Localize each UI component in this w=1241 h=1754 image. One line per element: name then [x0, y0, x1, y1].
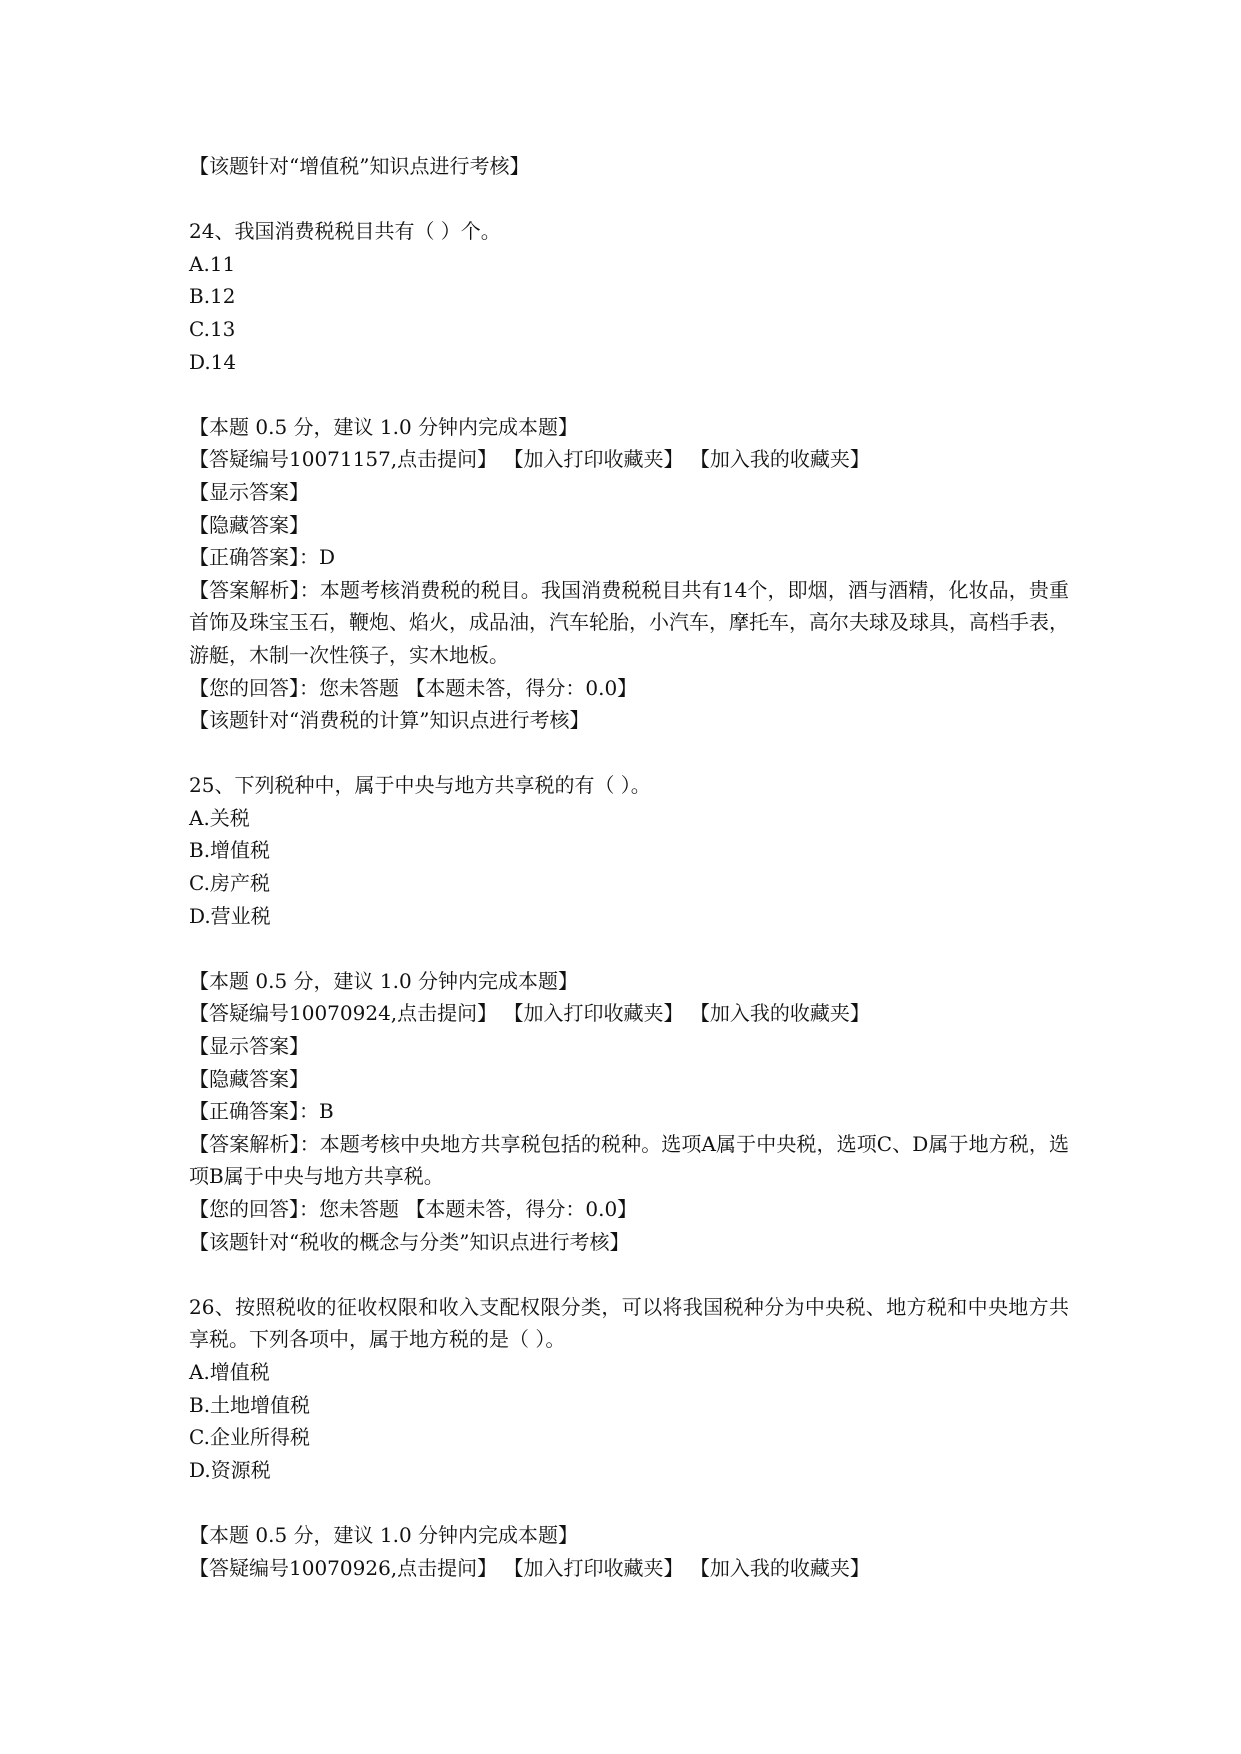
- qa-line[interactable]: 【答疑编号10070926,点击提问】 【加入打印收藏夹】 【加入我的收藏夹】: [189, 1555, 870, 1580]
- option-b: B.土地增值税: [189, 1392, 311, 1417]
- option-a: A.11: [189, 251, 236, 276]
- question-stem: 26、按照税收的征收权限和收入支配权限分类，可以将我国税种分为中央税、地方税和中央地方共享税。下列各项中，属于地方税的是（ ）。: [189, 1294, 1069, 1352]
- correct-answer: 【正确答案】：D: [189, 545, 336, 570]
- knowledge-tag: 【该题针对“税收的概念与分类”知识点进行考核】: [189, 1229, 630, 1254]
- show-answer-link[interactable]: 【显示答案】: [189, 1034, 309, 1059]
- option-a: A.关税: [189, 805, 250, 830]
- qa-line[interactable]: 【答疑编号10071157,点击提问】 【加入打印收藏夹】 【加入我的收藏夹】: [189, 447, 870, 472]
- your-answer: 【您的回答】：您未答题 【本题未答，得分：0.0】: [189, 1197, 638, 1221]
- your-answer: 【您的回答】：您未答题 【本题未答，得分：0.0】: [189, 675, 638, 700]
- score-line: 【本题 0.5 分，建议 1.0 分钟内完成本题】: [189, 968, 579, 993]
- option-d: D.营业税: [189, 903, 271, 928]
- hide-answer-link[interactable]: 【隐藏答案】: [189, 512, 309, 537]
- question-26: [189, 1291, 1069, 1584]
- knowledge-tag: 【该题针对“消费税的计算”知识点进行考核】: [189, 708, 590, 733]
- answer-analysis: 【答案解析】：本题考核中央地方共享税包括的税种。选项A属于中央税，选项C、D属于地方税，选项B属于中央与地方共享税。: [189, 1131, 1069, 1189]
- option-b: B.增值税: [189, 838, 271, 863]
- question-stem: 25、下列税种中，属于中央与地方共享税的有（ ）。: [189, 773, 651, 798]
- knowledge-tag: 【该题针对“增值税”知识点进行考核】: [189, 154, 530, 178]
- option-d: D.14: [189, 349, 237, 374]
- option-b: B.12: [189, 284, 236, 309]
- option-d: D.资源税: [189, 1457, 271, 1482]
- qa-line[interactable]: 【答疑编号10070924,点击提问】 【加入打印收藏夹】 【加入我的收藏夹】: [189, 1001, 870, 1026]
- question-stem: 24、我国消费税税目共有（ ）个。: [189, 219, 501, 244]
- hide-answer-link[interactable]: 【隐藏答案】: [189, 1066, 309, 1091]
- question-24: [189, 215, 1069, 737]
- correct-answer: 【正确答案】：B: [189, 1099, 334, 1124]
- option-c: C.房产税: [189, 871, 270, 896]
- answer-analysis: 【答案解析】：本题考核消费税的税目。我国消费税税目共有14个，即烟，酒与酒精，化妆品，贵重首饰及珠宝玉石，鞭炮、焰火，成品油，汽车轮胎，小汽车，摩托车，高尔夫球及球具，高档手表，游艇，木制一次性筷子，实木地板。: [189, 577, 1069, 667]
- score-line: 【本题 0.5 分，建议 1.0 分钟内完成本题】: [189, 1522, 579, 1547]
- option-a: A.增值税: [189, 1359, 270, 1384]
- option-c: C.企业所得税: [189, 1425, 310, 1450]
- show-answer-link[interactable]: 【显示答案】: [189, 479, 309, 504]
- option-c: C.13: [189, 316, 236, 341]
- question-25: [189, 769, 1069, 1258]
- document-page: [189, 150, 1069, 1584]
- score-line: 【本题 0.5 分，建议 1.0 分钟内完成本题】: [189, 414, 579, 439]
